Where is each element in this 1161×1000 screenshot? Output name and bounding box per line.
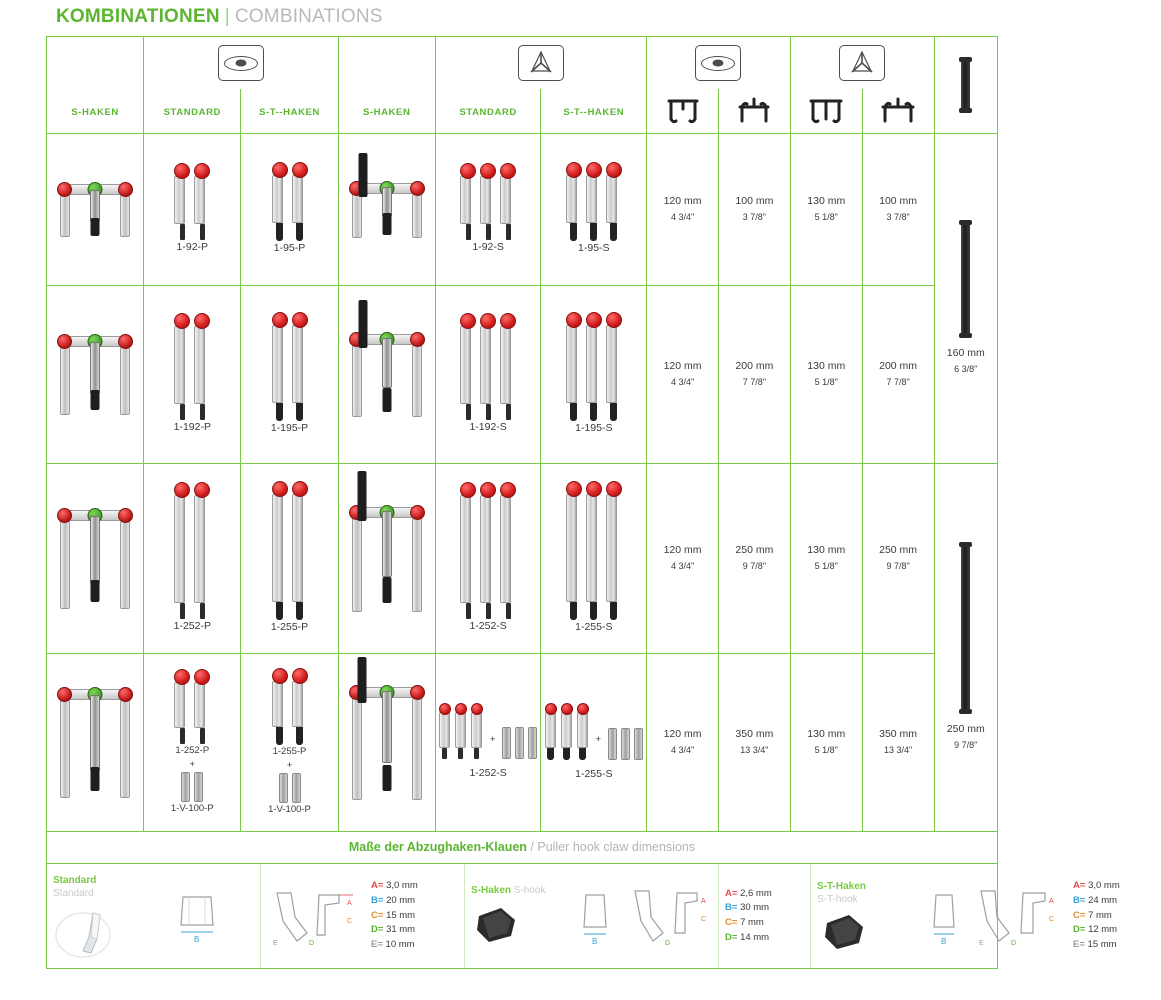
cell-span-2arm-b [718,286,790,464]
claw-label-de: S-Haken [471,885,512,897]
plus-sign: + [489,733,496,745]
claw-group-s-haken-label [465,864,569,968]
svg-text:A: A [1049,898,1054,905]
cell-standard-2arm [144,286,241,464]
cell-standard-2arm [144,654,241,832]
cell-tool-2arm [47,286,144,464]
extension-value-inch: 6 3/8" [954,363,978,374]
header-s-haken-2arm [47,89,144,134]
span-value-inch: 5 1/8" [814,376,838,387]
standard-claw-diagram-2 [261,864,365,968]
dim-key: B= [725,902,738,914]
cell-span-2arm-b [718,654,790,832]
claw-label-de: Standard [53,874,97,886]
table-row [47,134,998,286]
page-title-separator: | [224,6,230,27]
two-arm-puller-small [58,184,132,235]
claw-dimensions-title-en: Puller hook claw dimensions [537,840,696,854]
cell-standard-3arm [435,464,541,654]
svg-text:C: C [347,918,353,925]
claw-dimensions-grid [47,864,1120,968]
cell-span-3arm-a [790,464,862,654]
product-image [460,313,516,420]
product-code: 1-92-S [472,241,504,254]
dim-value: 14 mm [740,931,770,943]
product-code: 1-255-S [575,767,613,780]
cell-tool-3arm [338,464,435,654]
clamp-outer-icon [879,97,917,125]
extension-image [502,727,537,759]
span-value: 120 mm [663,544,702,557]
product-image [460,163,516,240]
header-clamp-2arm-a [647,89,719,134]
dim-value: 20 mm [386,894,416,906]
header-label: S-T--HAKEN [259,107,320,118]
dim-key: B= [1073,894,1086,906]
product-code: 1-195-P [270,422,309,435]
two-arm-puller-icon [218,45,264,81]
dim-value: 3,0 mm [386,880,418,892]
claw-side-view [627,883,715,949]
product-image [272,668,308,745]
page-title-en: COMBINATIONS [234,6,383,27]
product-image [545,703,589,760]
dim-value: 31 mm [386,924,416,936]
svg-text:C: C [1049,916,1055,923]
three-arm-puller-icon [518,45,564,81]
span-value-inch: 4 3/4" [670,744,695,755]
cell-span-2arm-a [647,286,719,464]
svg-text:A: A [700,898,706,905]
product-code: 1-192-P [173,421,211,434]
claw-dimensions-section [46,832,1120,969]
product-image [174,313,210,420]
span-value: 250 mm [735,544,774,557]
header-clamp-3arm-a [790,89,862,134]
span-value: 100 mm [879,195,918,208]
product-image [272,162,308,241]
product-image [566,162,622,241]
header-st-haken-3arm [541,89,647,134]
extension-image [279,773,301,803]
two-arm-puller-large [58,510,132,607]
span-value-inch: 4 3/4" [670,560,695,571]
table-row [47,286,998,464]
dim-value: 30 mm [740,902,770,914]
cell-tool-2arm [47,464,144,654]
claw-front-view [924,885,966,947]
dim-value: 10 mm [385,939,415,951]
claw-front-view [574,885,618,947]
cell-span-2arm-b [718,134,790,286]
cell-tool-2arm [47,134,144,286]
product-image [174,163,210,240]
span-value: 200 mm [879,360,918,373]
table-header-icon-row [47,37,998,90]
three-arm-puller-xlarge [350,687,424,798]
product-code: 1-92-P [176,241,209,254]
span-value-inch: 4 3/4" [670,376,695,387]
cell-st-haken-3arm [541,654,647,832]
claw-label-en: S-hook [513,885,546,897]
svg-text:D: D [1011,940,1017,947]
header-icon-blank-1 [47,37,144,90]
claw-dimensions-title-de: Maße der Abzughaken-Klauen [348,840,527,854]
svg-text:B: B [592,937,598,946]
cell-tool-3arm [338,134,435,286]
cell-span-2arm-a [647,134,719,286]
standard-claw-diagram-1 [157,864,261,968]
span-value-inch: 5 1/8" [814,744,838,755]
span-value: 200 mm [735,360,774,373]
cell-standard-2arm [144,134,241,286]
span-value-inch: 3 7/8" [742,211,766,222]
span-value-inch: 13 3/4" [740,744,769,755]
cell-standard-3arm [435,286,541,464]
product-image [174,669,210,744]
span-value: 130 mm [807,728,846,741]
cell-span-2arm-a [647,464,719,654]
span-value-inch: 5 1/8" [814,211,838,222]
header-label: S-T--HAKEN [563,107,625,118]
cell-span-3arm-b [862,464,934,654]
product-code: 1-255-S [575,621,613,634]
clamp-inner-icon [807,97,845,125]
cell-standard-3arm [435,134,541,286]
dim-key: A= [1073,880,1086,892]
cell-st-haken-3arm [541,286,647,464]
dim-key: E= [371,939,383,951]
claw-group-st-haken-label [811,864,919,968]
product-image [566,481,622,620]
dim-key: C= [1073,909,1086,921]
s-haken-diagram-2 [623,864,719,968]
svg-text:A: A [347,900,352,907]
extension-code: 1-V-100-P [170,803,214,815]
header-st-haken-2arm [241,89,338,134]
cell-st-haken-3arm [541,134,647,286]
product-image [566,312,622,421]
cell-span-3arm-a [790,134,862,286]
svg-text:E: E [979,940,984,947]
product-code: 1-195-S [575,422,613,435]
claw-label-de: S-T-Haken [817,880,866,892]
three-arm-puller-icon [839,45,885,81]
combinations-table [46,36,998,832]
span-value: 250 mm [879,544,918,557]
claw-group-standard-label [47,864,157,968]
cell-standard-3arm [435,654,541,832]
cell-span-3arm-b [862,286,934,464]
header-icon-blank-2 [338,37,435,90]
header-label: STANDARD [459,107,517,118]
dim-key: A= [725,887,738,899]
claw-dimensions-title-separator: / [530,840,534,854]
dim-value: 3,0 mm [1088,880,1120,892]
cell-standard-2arm [144,464,241,654]
header-icon-two-arm-1 [144,37,338,90]
product-code: 1-95-S [578,242,610,255]
dim-value: 15 mm [386,909,416,921]
claw-label-en: S-T-hook [817,894,858,905]
span-value-inch: 7 7/8" [886,376,910,387]
three-arm-puller-small [350,183,424,236]
product-image [272,481,308,620]
claw-side-view [267,883,359,949]
span-value-inch: 13 3/4" [883,744,913,755]
header-clamp-3arm-b [862,89,934,134]
span-value: 350 mm [879,728,918,741]
svg-text:B: B [193,935,199,944]
st-haken-diagram-2 [971,864,1067,968]
cell-extension-250 [934,464,998,832]
span-value-inch: 3 7/8" [886,211,910,222]
cell-extension-160 [934,134,998,464]
dim-value: 15 mm [1087,939,1117,951]
span-value: 120 mm [663,360,702,373]
dim-key: C= [725,917,738,928]
extension-value-inch: 9 7/8" [954,739,978,750]
span-value: 130 mm [807,544,846,557]
dim-key: A= [371,880,384,892]
plus-sign: + [286,759,293,771]
span-value: 100 mm [735,195,774,208]
cell-span-2arm-a [647,654,719,832]
product-code: 1-252-S [469,767,507,780]
header-clamp-2arm-b [718,89,790,134]
product-image [460,482,516,619]
svg-text:C: C [700,916,706,923]
extension-value: 250 mm [946,723,985,736]
svg-text:E: E [273,940,278,947]
st-haken-diagram-1 [919,864,971,968]
dim-value: 7 mm [1088,909,1112,921]
product-image [272,312,308,421]
cell-span-3arm-b [862,654,934,832]
extension-code: 1-V-100-P [268,804,311,816]
page-title [10,0,990,36]
dim-key: D= [725,931,738,943]
span-value-inch: 4 3/4" [670,211,695,222]
header-standard-3arm [435,89,541,134]
extension-value: 160 mm [946,347,985,360]
header-icon-three-arm-1 [435,37,646,90]
header-label: S-HAKEN [362,107,411,118]
two-arm-puller-icon [695,45,741,81]
cell-st-haken-2arm [241,654,338,832]
dim-key: B= [371,894,384,906]
standard-claw-photo [53,905,127,959]
extension-rod-header [934,37,998,134]
s-haken-dims [719,864,811,968]
header-label: STANDARD [163,107,221,118]
dim-value: 12 mm [1088,924,1118,936]
header-icon-two-arm-2 [647,37,791,90]
span-value-inch: 9 7/8" [886,560,910,571]
product-image [439,703,483,759]
three-arm-glyph [527,50,555,76]
cell-st-haken-2arm [241,286,338,464]
span-value-inch: 7 7/8" [742,376,766,387]
product-code: 1-252-S [469,620,507,633]
claw-dimensions-title [47,832,997,864]
cell-span-3arm-a [790,286,862,464]
st-haken-claw-photo [817,911,891,953]
span-value-inch: 9 7/8" [742,560,766,571]
svg-text:B: B [941,937,947,946]
dim-value: 24 mm [1088,894,1118,906]
dim-key: D= [371,924,384,936]
clamp-inner-icon [665,97,701,125]
cell-tool-3arm [338,286,435,464]
header-icon-three-arm-2 [790,37,934,90]
claw-label-en: Standard [53,888,94,899]
product-code: 1-255-P [272,745,307,757]
standard-claw-dims [365,864,465,968]
plus-sign: + [595,734,602,746]
cell-st-haken-3arm [541,464,647,654]
span-value: 120 mm [663,728,702,741]
span-value: 120 mm [663,195,702,208]
product-code: 1-252-P [173,620,211,633]
span-value: 350 mm [735,728,774,741]
product-code: 1-252-P [175,744,210,756]
dim-key: C= [371,909,384,921]
s-haken-claw-photo [471,902,545,948]
span-value: 130 mm [807,360,846,373]
header-label: S-HAKEN [71,107,119,118]
plus-sign: + [189,758,196,770]
cell-span-2arm-b [718,464,790,654]
claw-side-view [973,883,1065,949]
dim-value: 2,6 mm [740,887,772,899]
two-arm-puller-xlarge [58,689,132,796]
st-haken-dims [1067,864,1161,968]
dim-key: E= [1073,939,1085,951]
cell-span-3arm-b [862,134,934,286]
table-row [47,464,998,654]
table-row [47,654,998,832]
product-code: 1-255-P [270,621,309,634]
page-title-de: KOMBINATIONEN [56,6,220,27]
dim-value: 7 mm [740,917,764,928]
product-image [174,482,210,619]
span-value-inch: 5 1/8" [814,560,838,571]
svg-text:D: D [664,940,670,947]
cell-span-3arm-a [790,654,862,832]
three-arm-puller-medium [350,334,424,415]
dim-key: D= [1073,924,1086,936]
extension-image [608,728,643,760]
span-value: 130 mm [807,195,846,208]
header-standard-2arm [144,89,241,134]
cell-st-haken-2arm [241,464,338,654]
clamp-outer-icon [736,97,772,125]
cell-st-haken-2arm [241,134,338,286]
cell-tool-3arm [338,654,435,832]
header-s-haken-3arm [338,89,435,134]
two-arm-puller-medium [58,336,132,413]
s-haken-diagram-1 [569,864,623,968]
svg-text:D: D [309,940,315,947]
product-code: 1-95-P [273,242,306,255]
extension-image [181,772,203,802]
three-arm-glyph [848,50,876,76]
three-arm-puller-large [350,507,424,610]
claw-front-view [167,885,251,947]
product-code: 1-192-S [469,421,507,434]
cell-tool-2arm [47,654,144,832]
table-header-label-row [47,89,998,134]
